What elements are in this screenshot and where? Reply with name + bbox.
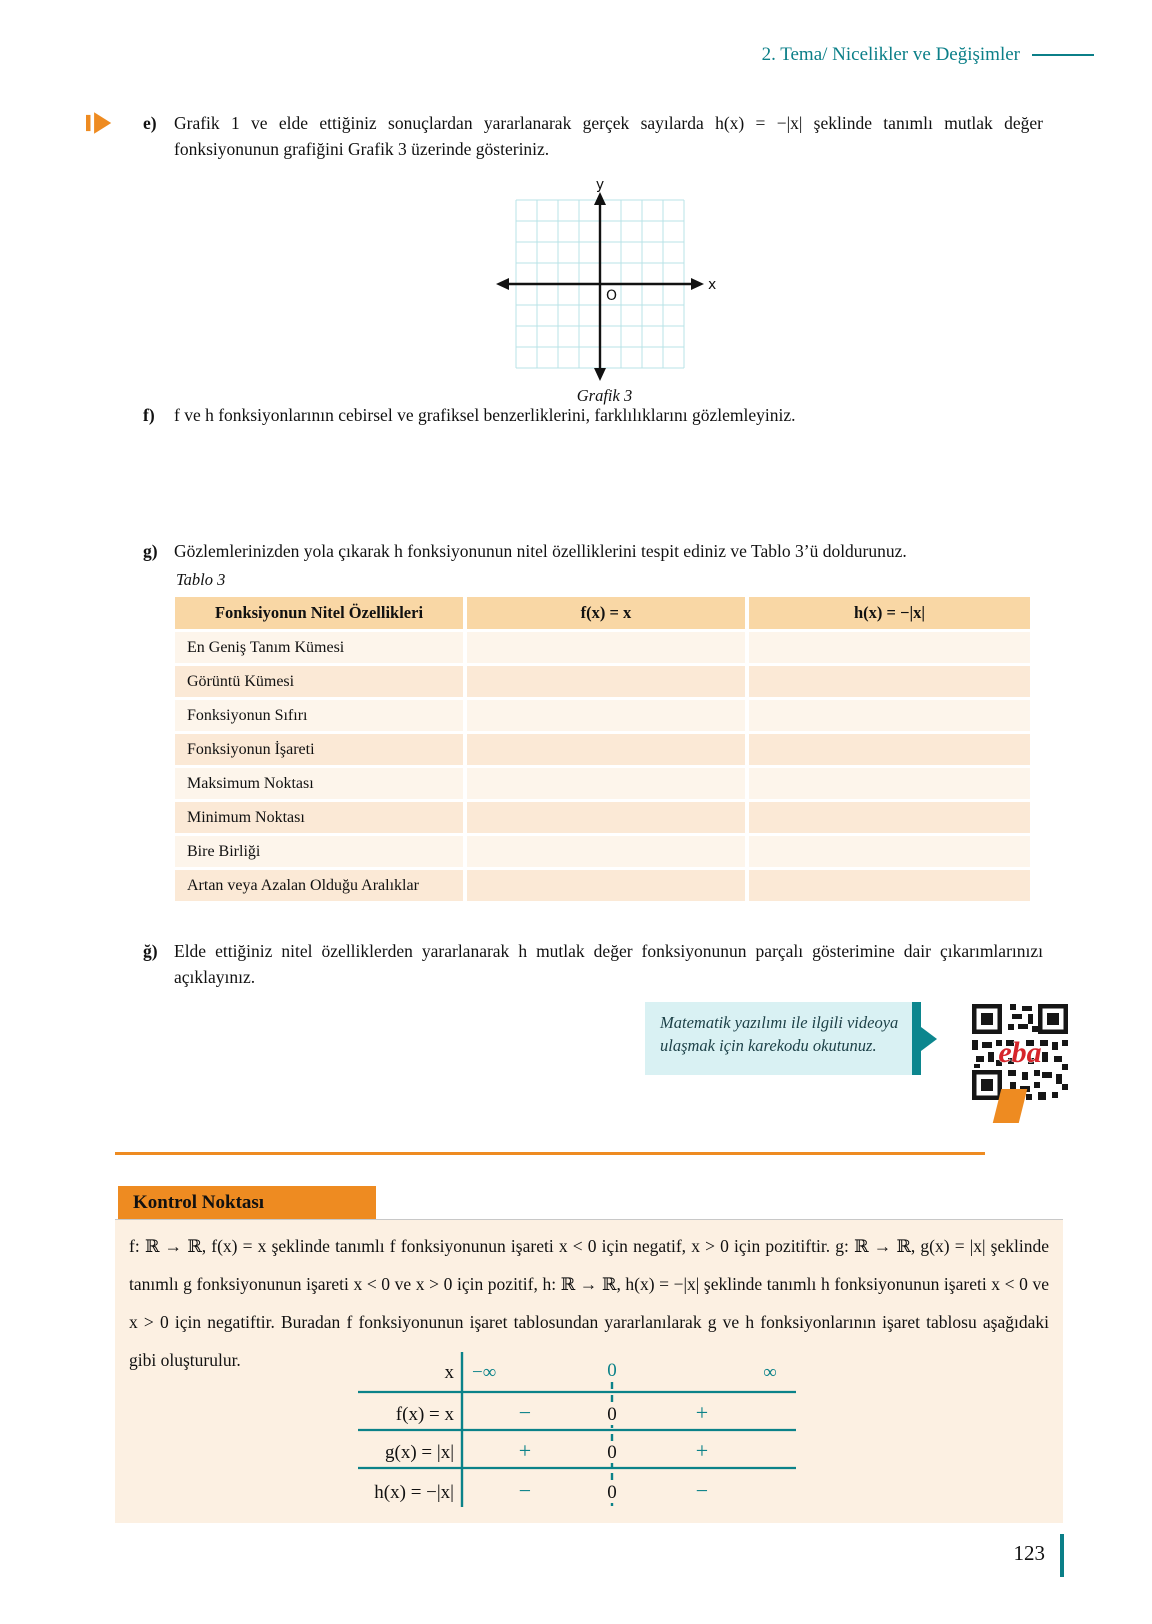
item-e [143,110,1043,162]
page-header [762,44,1094,66]
item-f [143,402,1043,428]
empty-cell [467,836,745,867]
item-e-label: e) [143,113,157,133]
row-g-left-sign: + [518,1438,532,1463]
origin-label: O [606,288,618,304]
page-number-rule [1060,1534,1064,1577]
chapter-title: 2. Tema/ Nicelikler ve Değişimler [761,44,1020,65]
qr-finder-top-right [1038,1004,1068,1034]
empty-cell [749,836,1030,867]
row-g-zero: 0 [607,1442,617,1463]
table-row: Artan veya Azalan Olduğu Aralıklar [175,870,1030,901]
qr-finder-bottom-left [972,1070,1002,1100]
item-e-text: Grafik 1 ve elde ettiğiniz sonuçlardan yararlanarak gerçek sayılarda h(x) = −|x| şeklinde tanımlı mutlak değer fonksiyonunun grafiğini Grafik 3 üzerinde gösteriniz. [174,113,1043,159]
table-row: Görüntü Kümesi [175,666,1030,697]
page-number: 123 [1013,1541,1045,1565]
eba-logo: eba [998,1036,1042,1069]
row-h-zero: 0 [607,1482,617,1503]
row-f-zero: 0 [607,1404,617,1425]
table-row: Fonksiyonun Sıfırı [175,700,1030,731]
kontrol-noktasi-banner: Kontrol Noktası [118,1186,376,1219]
empty-cell [749,734,1030,765]
empty-cell [467,802,745,833]
grafik-3-caption: Grafik 3 [576,386,633,405]
row-f-label: f(x) = x [395,1404,454,1425]
kontrol-paragraph: f: ℝ → ℝ, f(x) = x şeklinde tanımlı f fonksiyonunun işareti x < 0 için negatif, x > 0 için pozitiftir. g: ℝ → ℝ, g(x) = |x| şeklinde tanımlı g fonksiyonunun işareti x < 0 ve x > 0 için pozitif, h: ℝ → ℝ, h(x) = −|x| şeklinde tanımlı h fonksiyonunun işareti x < 0 ve x > 0 için negatiftir. Buradan f fonksiyonunun işaret tablosundan yararlanılarak g ve h fonksiyonlarının işaret tablosu aşağıdaki gibi oluşturulur. [129,1236,1049,1370]
infinity: ∞ [763,1362,777,1383]
zero-header: 0 [607,1360,617,1381]
item-gh [143,938,1043,990]
empty-cell [467,734,745,765]
table-row: Maksimum Noktası [175,768,1030,799]
item-gh-label: ğ) [143,941,158,961]
qr-finder-top-left [972,1004,1002,1034]
neg-infinity: −∞ [472,1362,497,1383]
empty-cell [467,768,745,799]
row-f-left-sign: − [518,1400,532,1425]
empty-cell [467,666,745,697]
tablo-3-caption: Tablo 3 [176,570,226,589]
row-f-right-sign: + [695,1400,709,1425]
empty-cell [467,700,745,731]
empty-cell [749,666,1030,697]
item-g-text: Gözlemlerinizden yola çıkarak h fonksiyonunun nitel özelliklerini tespit ediniz ve Tablo 3’ü doldurunuz. [174,541,907,561]
row-h-right-sign: − [695,1478,709,1503]
table-header-row [175,597,1030,629]
row-g-right-sign: + [695,1438,709,1463]
row-h-label: h(x) = −|x| [374,1482,454,1503]
empty-cell [749,870,1030,901]
x-header: x [444,1362,454,1383]
empty-cell [749,700,1030,731]
empty-cell [749,768,1030,799]
col-header-ozellikler: Fonksiyonun Nitel Özellikleri [175,597,463,629]
col-header-hx: h(x) = −|x| [749,597,1030,629]
qr-code [972,1004,1068,1100]
row-g-label: g(x) = |x| [385,1442,454,1463]
x-axis-label: x [708,277,717,293]
item-g [143,538,1043,564]
table-row: Fonksiyonun İşareti [175,734,1030,765]
callout-text: Matematik yazılımı ile ilgili videoya ulaşmak için karekodu okutunuz. [660,1013,899,1055]
y-axis-label: y [595,178,605,193]
item-f-label: f) [143,405,155,425]
empty-cell [467,870,745,901]
empty-cell [749,802,1030,833]
video-callout [645,1002,921,1075]
empty-cell [749,632,1030,663]
header-rule [1032,54,1094,56]
row-h-left-sign: − [518,1478,532,1503]
empty-cell [467,632,745,663]
table-row: Bire Birliği [175,836,1030,867]
item-gh-text: Elde ettiğiniz nitel özelliklerden yararlanarak h mutlak değer fonksiyonunun parçalı gösterimine dair çıkarımlarınızı açıklayınız. [174,941,1043,987]
orange-divider [115,1152,985,1155]
tablo-3 [175,597,1030,904]
table-row: Minimum Noktası [175,802,1030,833]
play-marker-icon [86,112,113,134]
sign-table [350,1352,800,1507]
col-header-fx: f(x) = x [467,597,745,629]
table-row: En Geniş Tanım Kümesi [175,632,1030,663]
item-f-text: f ve h fonksiyonlarının cebirsel ve grafiksel benzerliklerini, farklılıklarını gözlemleyiniz. [174,405,796,425]
grafik-3-plot [492,178,717,383]
item-g-label: g) [143,541,158,561]
